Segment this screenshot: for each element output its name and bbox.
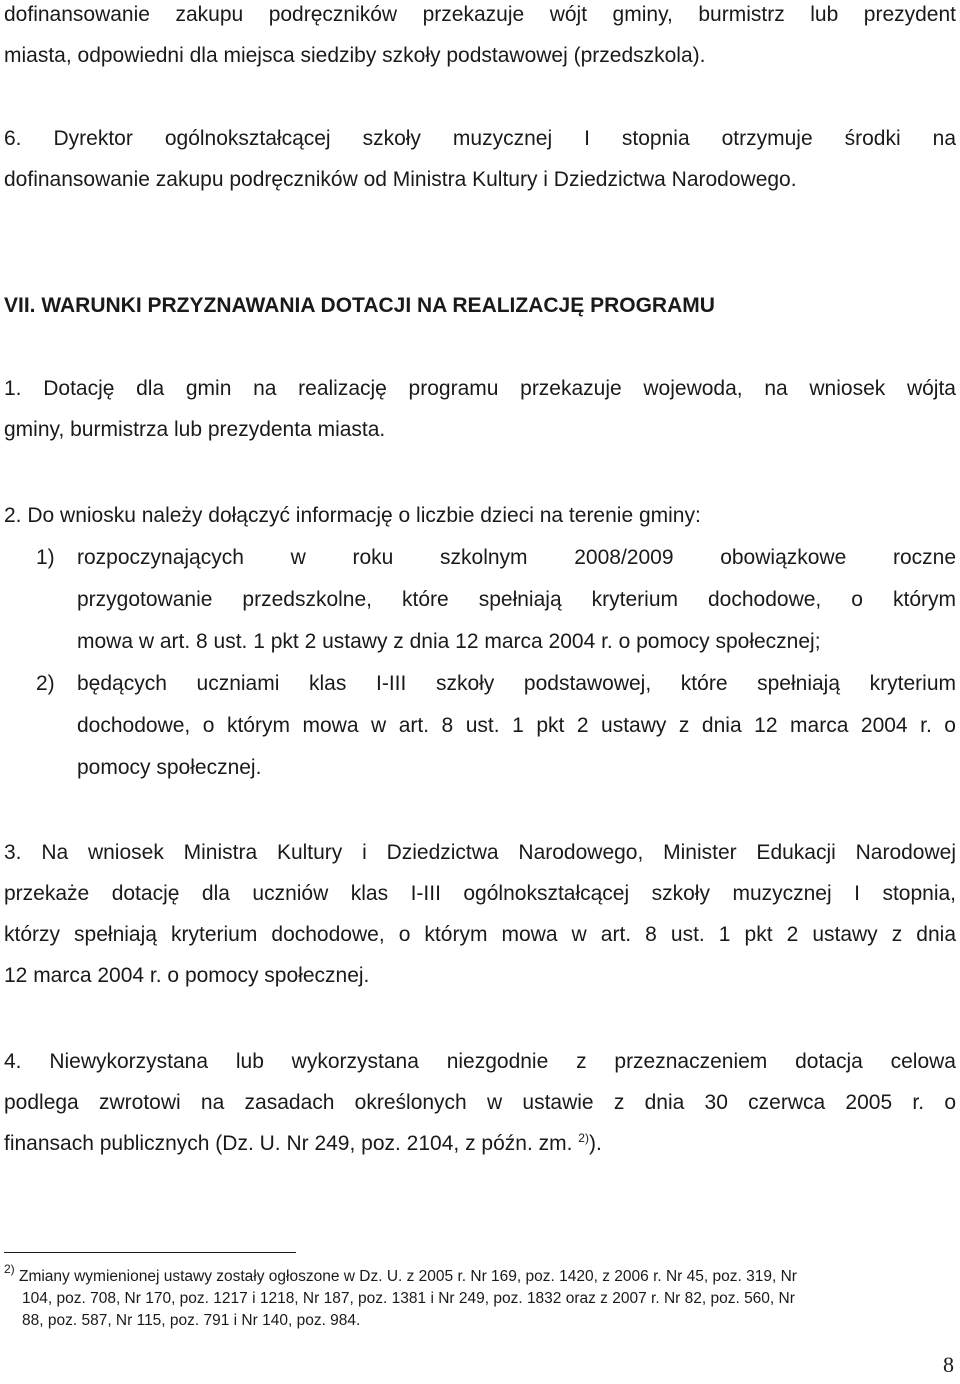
footnote-marker: 2) (4, 1262, 15, 1276)
text-segment: Zmiany wymienionej ustawy zostały ogłoszone w Dz. U. z 2005 r. Nr 169, poz. 1420, z 2006 r. Nr 45, poz. 319, Nr (18, 1268, 797, 1285)
footnote-reference: 2) (578, 1131, 589, 1145)
text-line: którzy spełniają kryterium dochodowe, o którym mowa w art. 8 ust. 1 pkt 2 ustawy z dnia (4, 923, 956, 946)
text-line: przekaże dotację dla uczniów klas I-III ogólnokształcącej szkoły muzycznej I stopnia, (4, 882, 956, 905)
text-line: 6. Dyrektor ogólnokształcącej szkoły muzycznej I stopnia otrzymuje środki na (4, 127, 956, 150)
footnote-divider (4, 1252, 296, 1253)
text-line: 12 marca 2004 r. o pomocy społecznej. (4, 964, 370, 987)
footnote-line (4, 1262, 956, 1288)
continued-paragraph (4, 0, 956, 76)
text-line: pomocy społecznej. (77, 756, 262, 779)
list-item-text (77, 537, 956, 663)
text-segment: ). (588, 1132, 602, 1155)
text-line: 1. Dotację dla gmin na realizację programu przekazuje wojewoda, na wniosek wójta (4, 377, 956, 400)
text-line (4, 1123, 956, 1164)
paragraph-point-3 (4, 832, 956, 996)
footnote-line: 104, poz. 708, Nr 170, poz. 1217 i 1218, Nr 187, poz. 1381 i Nr 249, poz. 1832 oraz z 2007 r. Nr 82, poz. 560, Nr (22, 1290, 795, 1307)
list-item-text (77, 663, 956, 789)
paragraph-point-4 (4, 1041, 956, 1164)
text-line: dofinansowanie zakupu podręczników przekazuje wójt gminy, burmistrz lub prezydent (4, 3, 956, 26)
text-segment: finansach publicznych (Dz. U. Nr 249, poz. 2104, z późn. zm. (4, 1132, 573, 1155)
text-line: mowa w art. 8 ust. 1 pkt 2 ustawy z dnia 12 marca 2004 r. o pomocy społecznej; (77, 630, 821, 653)
footnote (4, 1262, 956, 1332)
paragraph-point-2-intro (4, 495, 956, 536)
text-line: miasta, odpowiedni dla miejsca siedziby szkoły podstawowej (przedszkola). (4, 44, 706, 67)
text-line: 2. Do wniosku należy dołączyć informację o liczbie dzieci na terenie gminy: (4, 504, 701, 527)
section-heading: VII. WARUNKI PRZYZNAWANIA DOTACJI NA REALIZACJĘ PROGRAMU (4, 294, 715, 317)
text-line: 4. Niewykorzystana lub wykorzystana niezgodnie z przeznaczeniem dotacja celowa (4, 1050, 956, 1073)
list-number: 1) (36, 546, 55, 569)
text-line: podlega zwrotowi na zasadach określonych w ustawie z dnia 30 czerwca 2005 r. o (4, 1091, 956, 1114)
text-line: będących uczniami klas I-III szkoły podstawowej, które spełniają kryterium (77, 672, 956, 695)
paragraph-point-1 (4, 368, 956, 450)
text-line: rozpoczynających w roku szkolnym 2008/2009 obowiązkowe roczne (77, 546, 956, 569)
text-line: 3. Na wniosek Ministra Kultury i Dziedzictwa Narodowego, Minister Edukacji Narodowej (4, 841, 956, 864)
text-line: dochodowe, o którym mowa w art. 8 ust. 1 pkt 2 ustawy z dnia 12 marca 2004 r. o (77, 714, 956, 737)
page-number: 8 (943, 1352, 954, 1377)
text-line: gminy, burmistrza lub prezydenta miasta. (4, 418, 386, 441)
list-number: 2) (36, 672, 55, 695)
text-line: dofinansowanie zakupu podręczników od Ministra Kultury i Dziedzictwa Narodowego. (4, 168, 797, 191)
text-line: przygotowanie przedszkolne, które spełniają kryterium dochodowe, o którym (77, 588, 956, 611)
footnote-line: 88, poz. 587, Nr 115, poz. 791 i Nr 140, poz. 984. (22, 1312, 361, 1329)
paragraph-item-6 (4, 118, 956, 200)
